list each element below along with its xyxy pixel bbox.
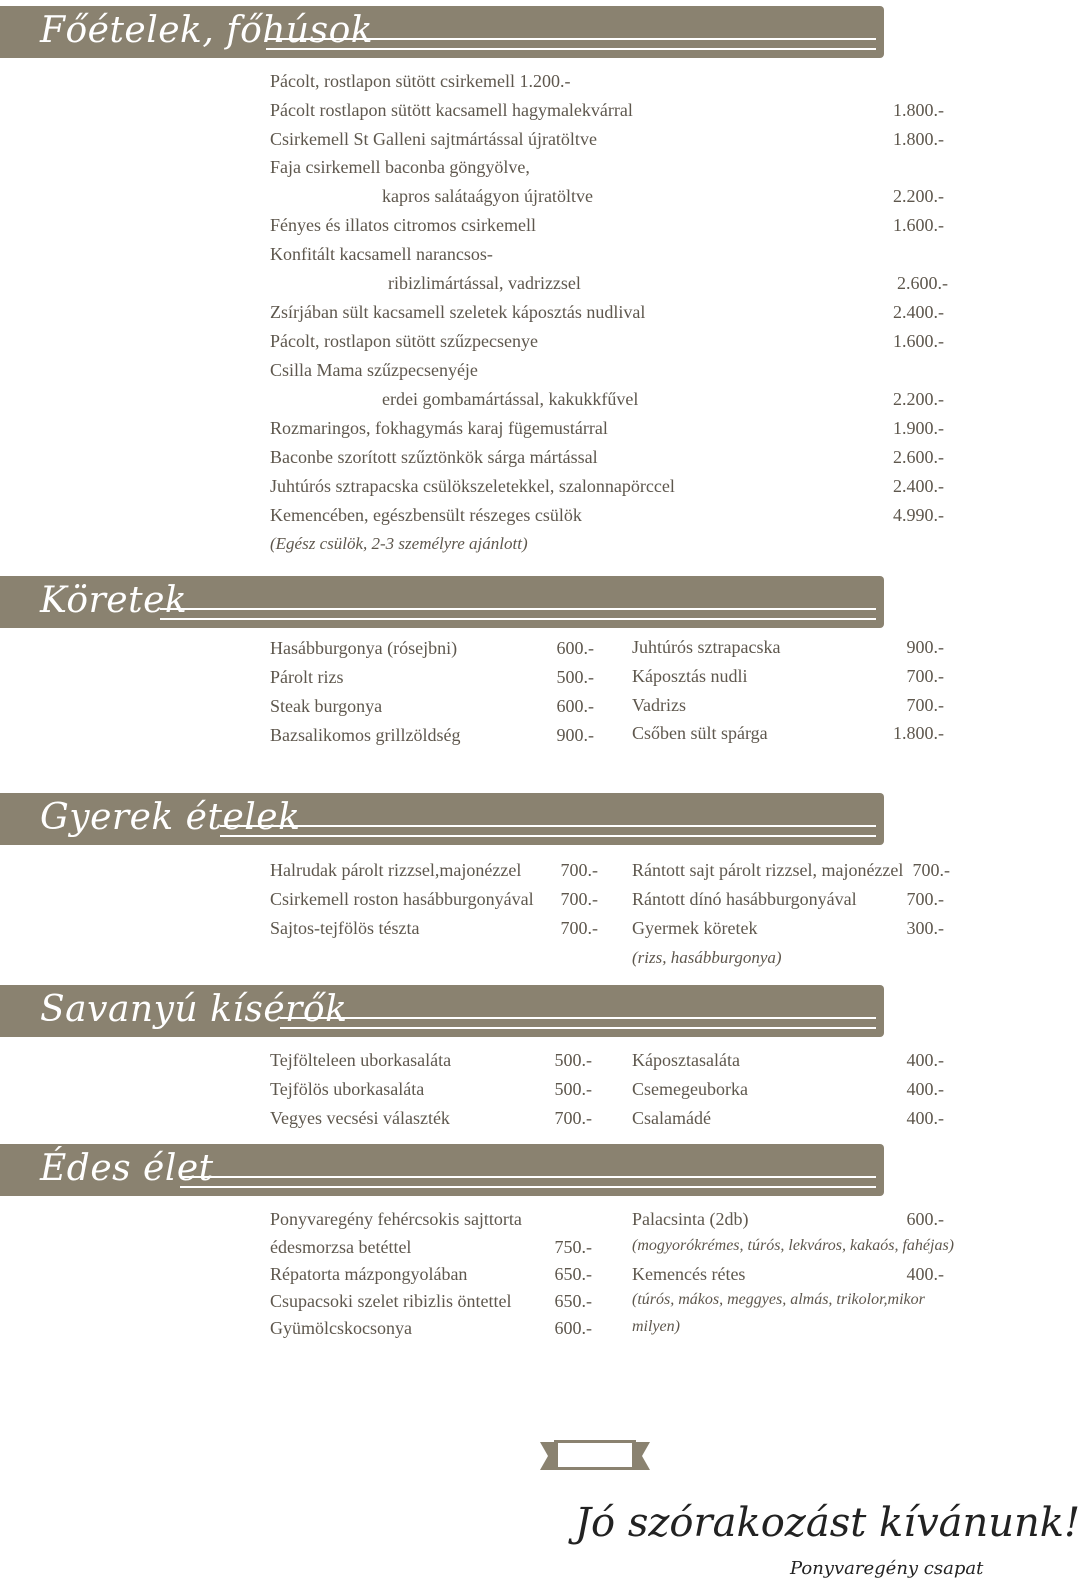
menu-item: Csirkemell St Galleni sajtmártással újratöltve xyxy=(270,129,597,149)
menu-price: 400.- xyxy=(906,1079,944,1099)
section-banner-main xyxy=(0,6,884,58)
menu-item: Konfitált kacsamell narancsos- xyxy=(270,244,493,264)
menu-item: Steak burgonya xyxy=(270,696,383,716)
menu-price: 400.- xyxy=(906,1050,944,1070)
menu-item: Juhtúrós sztrapacska xyxy=(632,637,781,657)
ribbon-inner xyxy=(558,1443,632,1467)
menu-item: Pácolt, rostlapon sütött csirkemell 1.200.- xyxy=(270,71,571,91)
menu-price: 500.- xyxy=(554,1050,592,1070)
menu-item: Palacsinta (2db) xyxy=(632,1209,749,1229)
menu-price: 2.600.- xyxy=(897,273,948,293)
menu-price: 500.- xyxy=(556,667,594,687)
menu-note: (mogyorókrémes, túrós, lekváros, kakaós, fahéjas) xyxy=(632,1237,955,1254)
menu-price: 1.800.- xyxy=(893,723,944,743)
menu-note: (túrós, mákos, meggyes, almás, trikolor,mikor xyxy=(632,1291,925,1308)
menu-item: Zsírjában sült kacsamell szeletek káposztás nudlival xyxy=(270,302,646,322)
section-title: Savanyú kísérők xyxy=(40,989,348,1030)
decorative-rule xyxy=(266,38,876,50)
decorative-rule xyxy=(220,825,876,837)
menu-price: 2.400.- xyxy=(893,302,944,322)
menu-note: (rizs, hasábburgonya) xyxy=(632,948,782,967)
section-title: Gyerek ételek xyxy=(40,797,301,838)
closing-wish: Jó szórakozást kívánunk! xyxy=(575,1500,1080,1546)
menu-price: 500.- xyxy=(554,1079,592,1099)
menu-price: 2.400.- xyxy=(893,476,944,496)
menu-item: kapros salátaágyon újratöltve xyxy=(382,186,593,206)
menu-item: Bazsalikomos grillzöldség xyxy=(270,725,461,745)
section-banner-pickles xyxy=(0,985,884,1037)
menu-item: Pácolt rostlapon sütött kacsamell hagymalekvárral xyxy=(270,100,633,120)
menu-price: 4.990.- xyxy=(893,505,944,525)
closing-signature: Ponyvaregény csapat xyxy=(790,1558,984,1579)
menu-item: Rántott dínó hasábburgonyával xyxy=(632,889,857,909)
menu-item: Csirkemell roston hasábburgonyával xyxy=(270,889,534,909)
menu-price: 750.- xyxy=(554,1237,592,1257)
menu-item: Baconbe szorított szűztönkök sárga mártással xyxy=(270,447,598,467)
menu-item: Tejfölös uborkasaláta xyxy=(270,1079,425,1099)
menu-item: ribizlimártással, vadrizzsel xyxy=(388,273,581,293)
menu-price: 650.- xyxy=(554,1291,592,1311)
menu-price: 400.- xyxy=(906,1264,944,1284)
menu-price: 600.- xyxy=(556,638,594,658)
menu-price: 600.- xyxy=(906,1209,944,1229)
menu-price: 1.600.- xyxy=(893,331,944,351)
menu-item: édesmorzsa betéttel xyxy=(270,1237,412,1257)
section-title: Édes élet xyxy=(40,1148,214,1189)
menu-price: 1.600.- xyxy=(893,215,944,235)
menu-price: 1.800.- xyxy=(893,129,944,149)
decorative-rule xyxy=(180,1176,876,1188)
menu-item: Fényes és illatos citromos csirkemell xyxy=(270,215,536,235)
menu-item: Káposztasaláta xyxy=(632,1050,740,1070)
menu-price: 700.- xyxy=(560,860,598,880)
menu-item: Csupacsoki szelet ribizlis öntettel xyxy=(270,1291,512,1311)
menu-price: 400.- xyxy=(906,1108,944,1128)
section-banner-sides xyxy=(0,576,884,628)
menu-item: Kemencében, egészbensült részeges csülök xyxy=(270,505,582,525)
menu-item: Hasábburgonya (rósejbni) xyxy=(270,638,458,658)
menu-price: 2.600.- xyxy=(893,447,944,467)
menu-item: Vadrizs xyxy=(632,695,686,715)
menu-item: Párolt rizs xyxy=(270,667,344,687)
menu-item: Pácolt, rostlapon sütött szűzpecsenye xyxy=(270,331,538,351)
menu-item: Halrudak párolt rizzsel,majonézzel xyxy=(270,860,522,880)
section-banner-kids xyxy=(0,793,884,845)
menu-item: Csemegeuborka xyxy=(632,1079,748,1099)
menu-price: 300.- xyxy=(906,918,944,938)
menu-item: Káposztás nudli xyxy=(632,666,748,686)
decorative-rule xyxy=(160,608,876,620)
menu-item: Csőben sült spárga xyxy=(632,723,768,743)
menu-item: Vegyes vecsési választék xyxy=(270,1108,450,1128)
menu-price: 600.- xyxy=(556,696,594,716)
menu-item: Tejfölteleen uborkasaláta xyxy=(270,1050,452,1070)
menu-price: 700.- xyxy=(906,695,944,715)
menu-note: milyen) xyxy=(632,1318,680,1335)
menu-price: 2.200.- xyxy=(893,186,944,206)
menu-price: 600.- xyxy=(554,1318,592,1338)
section-title: Köretek xyxy=(40,580,188,621)
ribbon-ornament xyxy=(540,1440,650,1472)
menu-item: Csalamádé xyxy=(632,1108,711,1128)
menu-item: Kemencés rétes xyxy=(632,1264,746,1284)
menu-item: Csilla Mama szűzpecsenyéje xyxy=(270,360,478,380)
menu-price: 700.- xyxy=(554,1108,592,1128)
menu-price: 700.- xyxy=(912,860,950,880)
menu-item: Juhtúrós sztrapacska csülökszeletekkel, szalonnapörccel xyxy=(270,476,675,496)
menu-item: Sajtos-tejfölös tészta xyxy=(270,918,420,938)
menu-item: Répatorta mázpongyolában xyxy=(270,1264,468,1284)
menu-price: 700.- xyxy=(560,889,598,909)
menu-item: erdei gombamártással, kakukkfűvel xyxy=(382,389,639,409)
menu-price: 2.200.- xyxy=(893,389,944,409)
menu-price: 1.800.- xyxy=(893,100,944,120)
menu-item: Ponyvaregény fehércsokis sajttorta xyxy=(270,1209,522,1229)
menu-price: 700.- xyxy=(906,889,944,909)
menu-item: Faja csirkemell baconba göngyölve, xyxy=(270,157,530,177)
decorative-rule xyxy=(280,1017,876,1029)
section-banner-desserts xyxy=(0,1144,884,1196)
menu-price: 900.- xyxy=(556,725,594,745)
menu-price: 1.900.- xyxy=(893,418,944,438)
menu-item: Gyümölcskocsonya xyxy=(270,1318,412,1338)
menu-price: 650.- xyxy=(554,1264,592,1284)
menu-price: 700.- xyxy=(560,918,598,938)
menu-item: Rozmaringos, fokhagymás karaj fügemustárral xyxy=(270,418,608,438)
menu-price: 700.- xyxy=(906,666,944,686)
menu-item: Rántott sajt párolt rizzsel, majonézzel xyxy=(632,860,904,880)
menu-item: Gyermek köretek xyxy=(632,918,758,938)
section-title: Főételek, főhúsok xyxy=(40,10,374,51)
menu-note: (Egész csülök, 2-3 személyre ajánlott) xyxy=(270,534,528,553)
menu-price: 900.- xyxy=(906,637,944,657)
